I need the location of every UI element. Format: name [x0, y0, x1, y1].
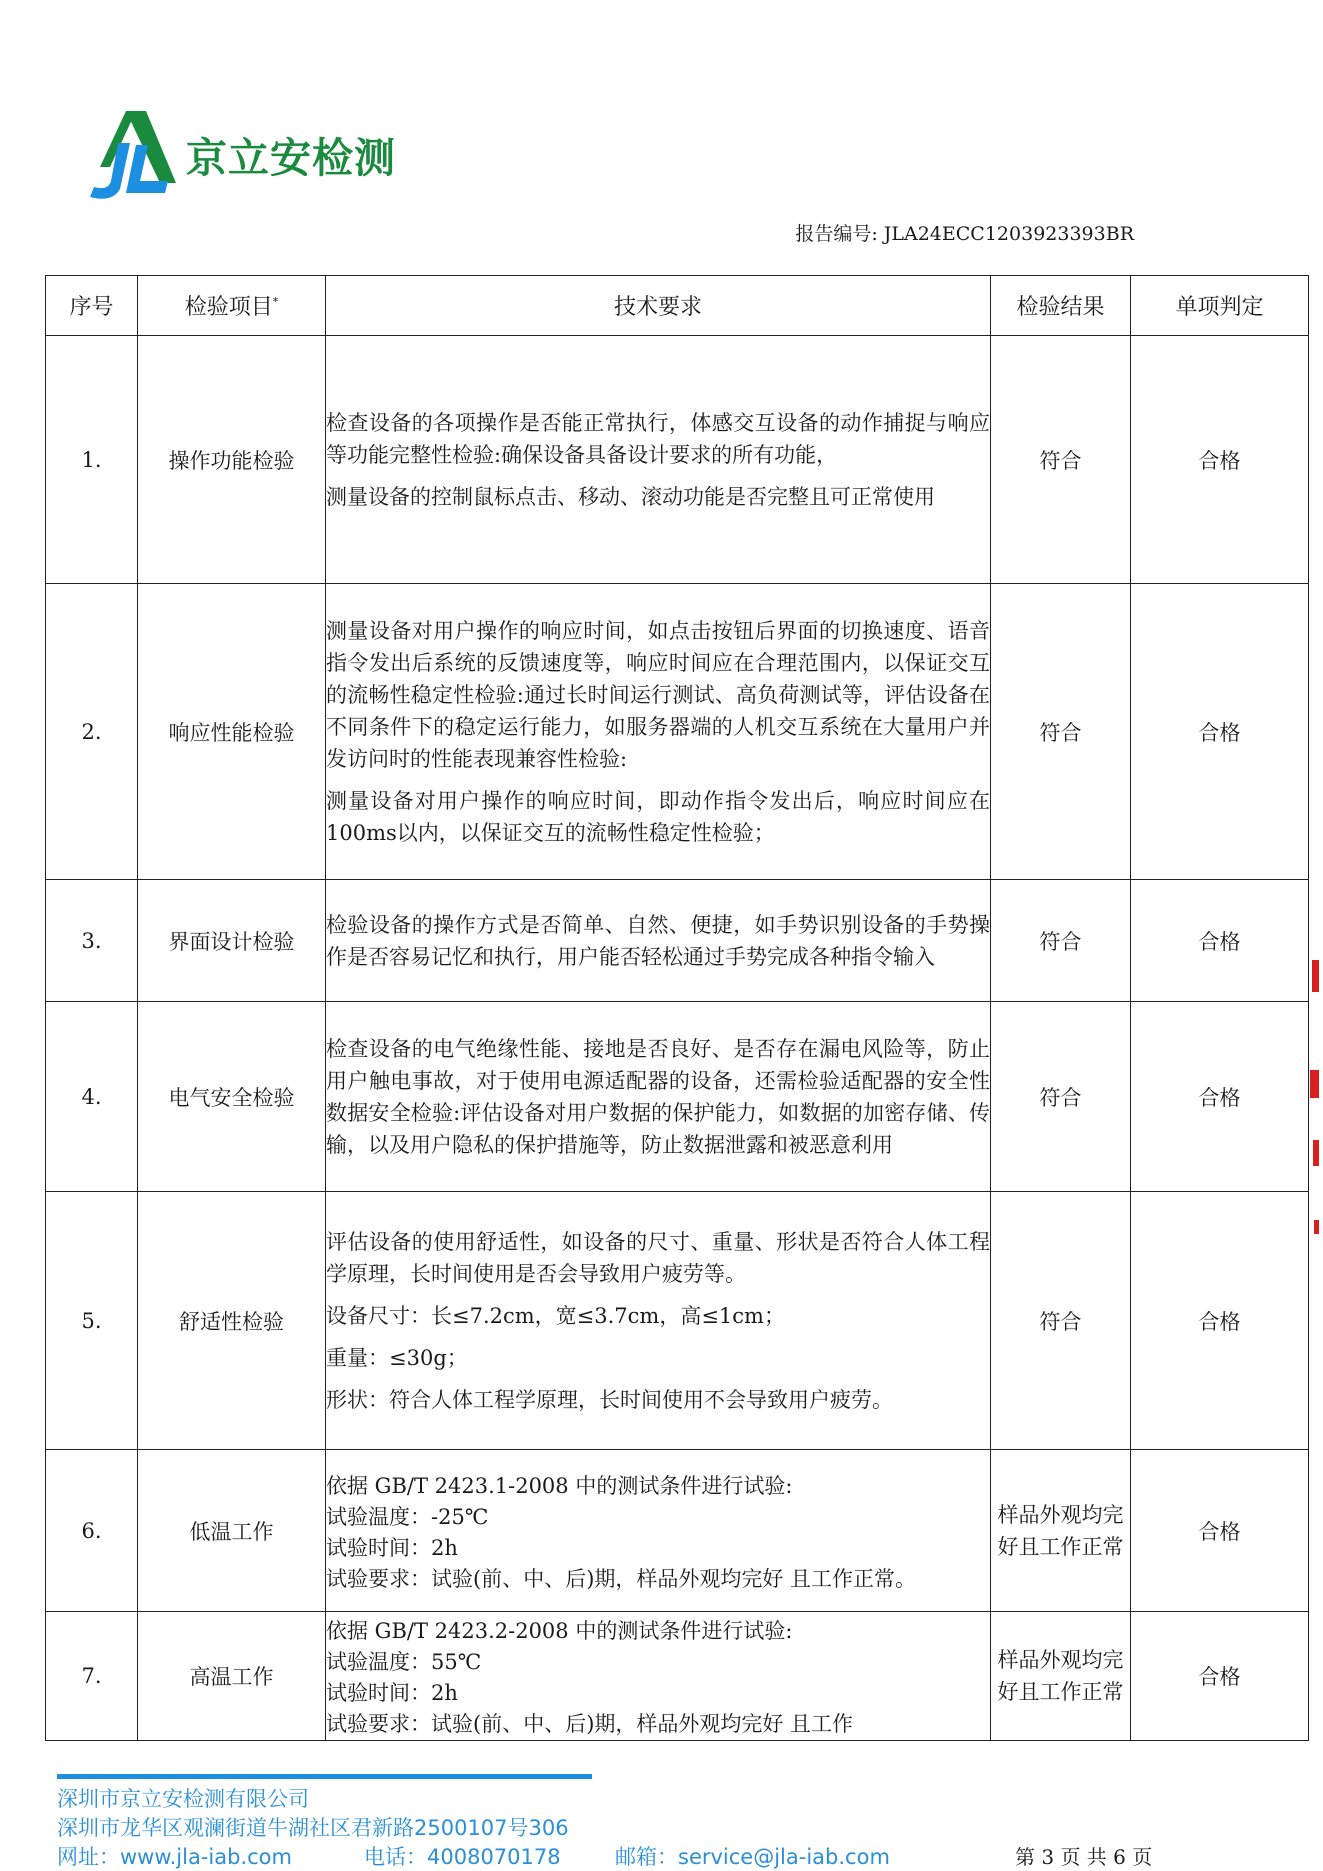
col-header-number: 序号 [46, 276, 138, 336]
row-number: 1. [46, 336, 138, 584]
requirement-paragraph: 测量设备对用户操作的响应时间，如点击按钮后界面的切换速度、语音指令发出后系统的反馈速度等，响应时间应在合理范围内，以保证交互的流畅性稳定性检验:通过长时间运行测试、高负荷测试等，评估设备在不同条件下的稳定运行能力，如服务器端的人机交互系统在大量用户并发访问时的性能表现兼容性检验: [326, 618, 990, 771]
row-number: 2. [46, 584, 138, 880]
requirement-paragraph: 试验要求：试验(前、中、后)期，样品外观均完好 且工作 [326, 1712, 854, 1736]
row-item: 舒适性检验 [138, 1192, 326, 1450]
row-requirement [326, 1192, 991, 1450]
row-item: 操作功能检验 [138, 336, 326, 584]
page-number: 第 3 页 共 6 页 [1015, 1845, 1153, 1869]
item-mark: * [272, 295, 279, 309]
row-number: 3. [46, 880, 138, 1002]
inspection-table [45, 275, 1309, 1741]
footer-phone: 电话：4008070178 [364, 1845, 561, 1869]
requirement-paragraph: 试验时间：2h [326, 1681, 458, 1705]
col-header-result: 检验结果 [991, 276, 1131, 336]
table-row [46, 880, 1309, 1002]
row-item: 高温工作 [138, 1612, 326, 1741]
row-number: 5. [46, 1192, 138, 1450]
row-requirement [326, 336, 991, 584]
requirement-paragraph: 检验设备的操作方式是否简单、自然、便捷，如手势识别设备的手势操作是否容易记忆和执行，用户能否轻松通过手势完成各种指令输入 [326, 912, 990, 969]
row-item: 电气安全检验 [138, 1002, 326, 1192]
table-row [46, 1192, 1309, 1450]
requirement-paragraph: 检查设备的电气绝缘性能、接地是否良好、是否存在漏电风险等，防止用户触电事故，对于使用电源适配器的设备，还需检验适配器的安全性数据安全检验:评估设备对用户数据的保护能力，如数据的加密存储、传输，以及用户隐私的保护措施等，防止数据泄露和被恶意利用 [326, 1036, 990, 1157]
row-judgement: 合格 [1131, 336, 1309, 584]
row-result: 符合 [991, 336, 1131, 584]
row-judgement: 合格 [1131, 584, 1309, 880]
footer-divider [57, 1774, 592, 1779]
report-number-label: 报告编号: [795, 223, 878, 245]
footer-company: 深圳市京立安检测有限公司 [57, 1787, 309, 1811]
col-header-requirement: 技术要求 [326, 276, 991, 336]
report-number-line [795, 219, 1134, 246]
row-requirement [326, 1612, 991, 1741]
row-result: 样品外观均完好且工作正常 [991, 1612, 1131, 1741]
row-requirement [326, 1002, 991, 1192]
row-judgement: 合格 [1131, 880, 1309, 1002]
row-judgement: 合格 [1131, 1612, 1309, 1741]
row-judgement: 合格 [1131, 1192, 1309, 1450]
row-judgement: 合格 [1131, 1450, 1309, 1612]
requirement-paragraph: 依据 GB/T 2423.2-2008 中的测试条件进行试验: [326, 1619, 793, 1643]
requirement-paragraph: 设备尺寸：长≤7.2cm，宽≤3.7cm，高≤1cm； [326, 1303, 785, 1328]
row-requirement [326, 584, 991, 880]
col-header-item [138, 276, 326, 336]
row-item: 低温工作 [138, 1450, 326, 1612]
requirement-paragraph: 测量设备的控制鼠标点击、移动、滚动功能是否完整且可正常使用 [326, 484, 935, 509]
requirement-paragraph: 重量：≤30g； [326, 1345, 468, 1370]
footer-email-link[interactable]: 邮箱：service@jla-iab.com [615, 1845, 890, 1869]
row-number: 4. [46, 1002, 138, 1192]
col-header-item-label: 检验项目 [184, 295, 273, 320]
requirement-paragraph: 测量设备对用户操作的响应时间，即动作指令发出后，响应时间应在100ms以内，以保证交互的流畅性稳定性检验； [326, 788, 990, 845]
requirement-paragraph: 试验要求：试验(前、中、后)期，样品外观均完好 且工作正常。 [326, 1566, 917, 1591]
row-result: 符合 [991, 584, 1131, 880]
company-logo [80, 105, 410, 205]
row-number: 7. [46, 1612, 138, 1741]
requirement-paragraph: 试验温度：-25℃ [326, 1504, 489, 1529]
row-number: 6. [46, 1450, 138, 1612]
footer-address: 深圳市龙华区观澜街道牛湖社区君新路2500107号306 [57, 1816, 569, 1840]
row-result: 符合 [991, 1192, 1131, 1450]
row-item: 响应性能检验 [138, 584, 326, 880]
table-row [46, 584, 1309, 880]
stamp-edge-marks [1308, 950, 1323, 1250]
row-result: 样品外观均完好且工作正常 [991, 1450, 1131, 1612]
table-header-row [46, 276, 1309, 336]
logo-text: 京立安检测 [186, 134, 396, 182]
footer-contact-row [57, 1841, 1057, 1869]
requirement-paragraph: 试验时间：2h [326, 1535, 458, 1560]
table-row [46, 1612, 1309, 1741]
col-header-judgement: 单项判定 [1131, 276, 1309, 336]
table-row [46, 1450, 1309, 1612]
footer-website-link[interactable]: 网址：www.jla-iab.com [57, 1845, 292, 1869]
logo-mark-icon [80, 105, 180, 205]
requirement-paragraph: 检查设备的各项操作是否能正常执行，体感交互设备的动作捕捉与响应等功能完整性检验:确保设备具备设计要求的所有功能， [326, 410, 990, 467]
row-result: 符合 [991, 1002, 1131, 1192]
table-row [46, 336, 1309, 584]
requirement-paragraph: 试验温度：55℃ [326, 1650, 482, 1674]
row-judgement: 合格 [1131, 1002, 1309, 1192]
row-result: 符合 [991, 880, 1131, 1002]
row-item: 界面设计检验 [138, 880, 326, 1002]
requirement-paragraph: 评估设备的使用舒适性，如设备的尺寸、重量、形状是否符合人体工程学原理，长时间使用是否会导致用户疲劳等。 [326, 1229, 990, 1286]
report-number: JLA24ECC1203923393BR [883, 223, 1134, 245]
row-requirement [326, 880, 991, 1002]
requirement-paragraph: 形状：符合人体工程学原理，长时间使用不会导致用户疲劳。 [326, 1387, 893, 1412]
requirement-paragraph: 依据 GB/T 2423.1-2008 中的测试条件进行试验: [326, 1473, 793, 1498]
row-requirement [326, 1450, 991, 1612]
table-row [46, 1002, 1309, 1192]
